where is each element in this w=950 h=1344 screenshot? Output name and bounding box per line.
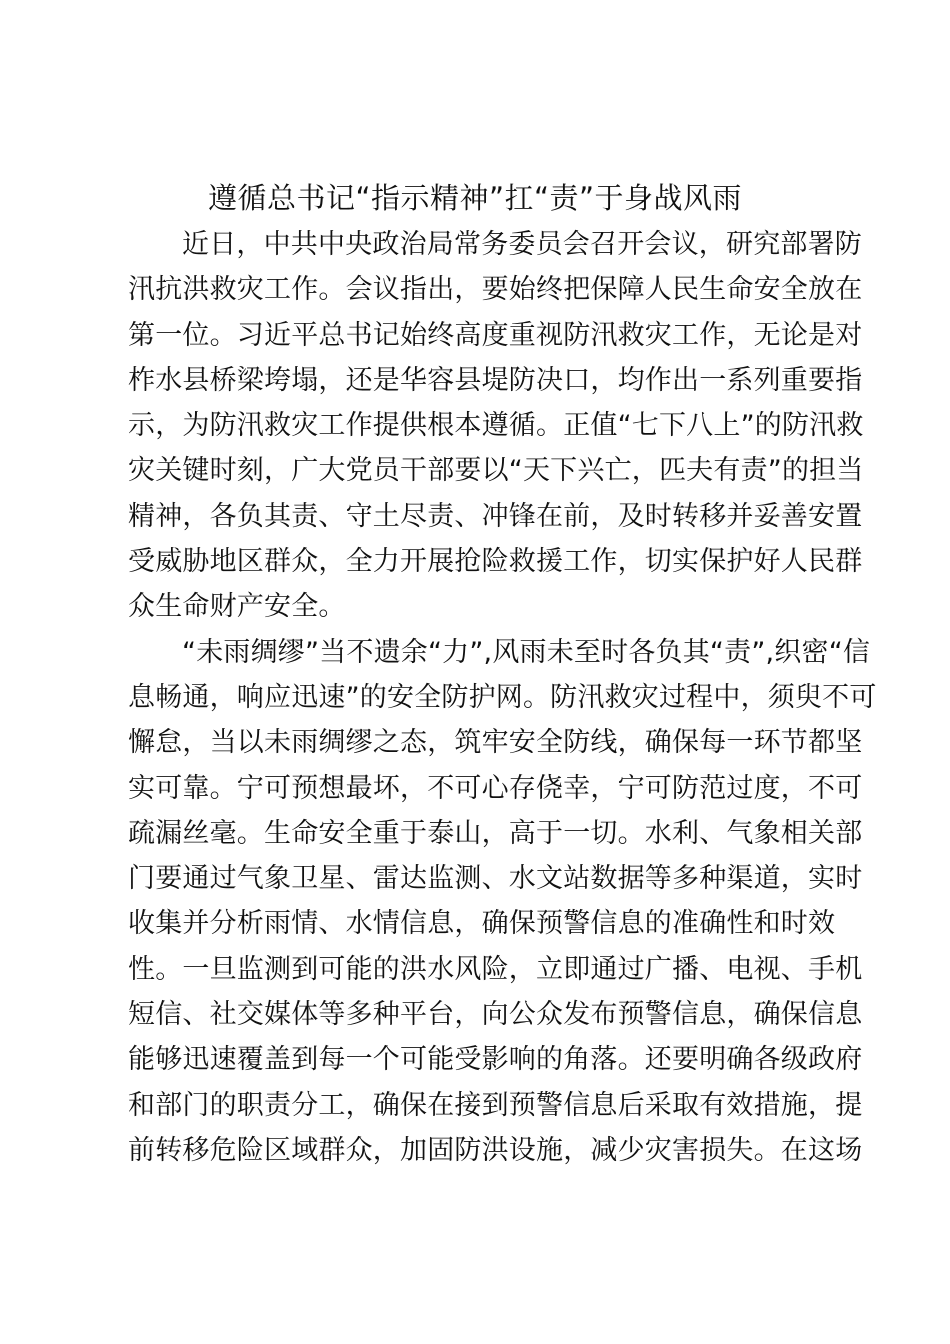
paragraph-2 [128,630,877,1174]
text-line: 示，为防汛救灾工作提供根本遵循。正值“七下八上”的防汛救 [128,410,864,442]
text-line: 第一位。习近平总书记始终高度重视防汛救灾工作，无论是对 [128,319,863,351]
text-line: 能够迅速覆盖到每一个可能受影响的角落。还要明确各级政府 [128,1044,863,1076]
text-line: 短信、社交媒体等多种平台，向公众发布预警信息，确保信息 [128,999,863,1031]
document-body [128,222,877,1173]
text-line: 柞水县桥梁垮塌，还是华容县堤防决口，均作出一系列重要指 [128,364,863,396]
text-line: 近日，中共中央政治局常务委员会召开会议，研究部署防 [182,229,862,260]
text-line: 疏漏丝毫。生命安全重于泰山，高于一切。水利、气象相关部 [128,817,863,849]
text-line: 实可靠。宁可预想最坏，不可心存侥幸，宁可防范过度，不可 [128,772,863,804]
text-line: 灾关键时刻，广大党员干部要以“天下兴亡，匹夫有责”的担当 [128,455,864,487]
text-line: 和部门的职责分工，确保在接到预警信息后采取有效措施，提 [128,1089,863,1121]
text-line: 懈怠，当以未雨绸缪之态，筑牢安全防线，确保每一环节都坚 [128,727,863,759]
text-line: 精神，各负其责、守土尽责、冲锋在前，及时转移并妥善安置 [128,500,863,532]
text-line: 性。一旦监测到可能的洪水风险，立即通过广播、电视、手机 [128,953,863,985]
document-title: 遵循总书记“指示精神”扛“责”于身战风雨 [207,181,743,215]
text-line: 众生命财产安全。 [128,591,346,623]
paragraph-1 [128,222,864,630]
text-line: “未雨绸缪”当不遗余“力”,风雨未至时各负其“责”,织密“信 [182,636,871,668]
text-line: 息畅通，响应迅速”的安全防护网。防汛救灾过程中，须臾不可 [128,681,877,713]
text-line: 收集并分析雨情、水情信息，确保预警信息的准确性和时效 [128,908,836,940]
text-line: 门要通过气象卫星、雷达监测、水文站数据等多种渠道，实时 [128,863,863,895]
text-line: 受威胁地区群众，全力开展抢险救援工作，切实保护好人民群 [128,546,863,578]
text-line: 汛抗洪救灾工作。会议指出，要始终把保障人民生命安全放在 [128,274,863,306]
text-line: 前转移危险区域群众，加固防洪设施，减少灾害损失。在这场 [128,1134,863,1166]
